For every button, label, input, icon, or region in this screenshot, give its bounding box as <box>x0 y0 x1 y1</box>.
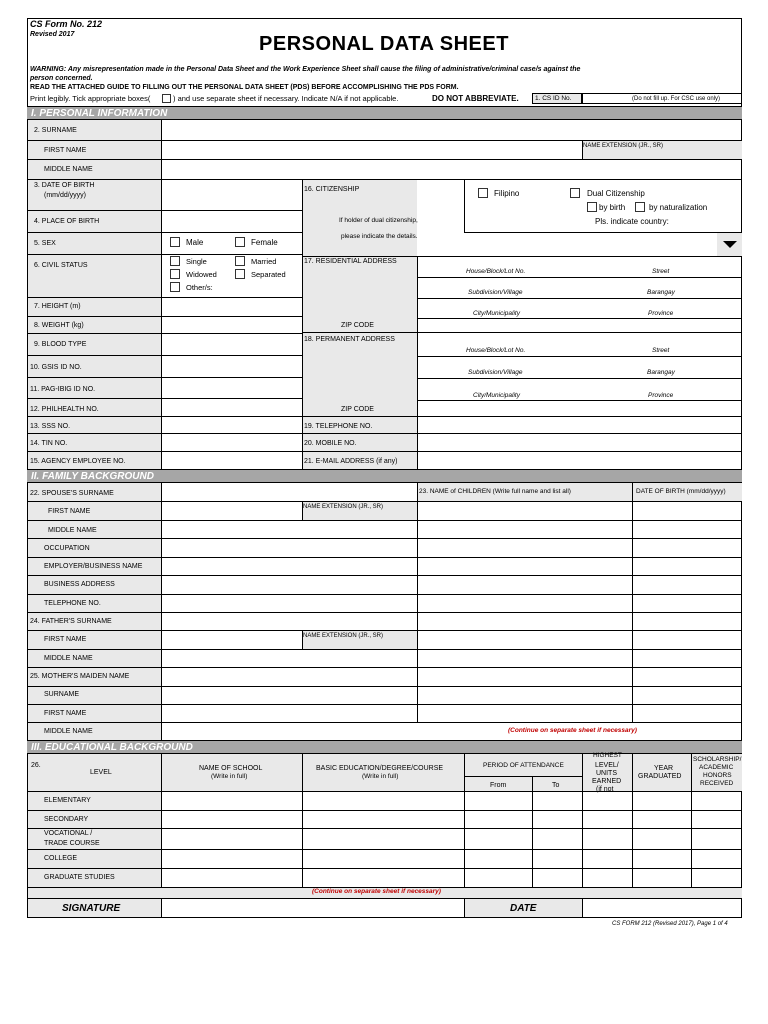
period-header: PERIOD OF ATTENDANCE <box>483 762 564 769</box>
address-label-column <box>302 257 417 469</box>
grid-line <box>28 433 742 434</box>
grid-line <box>302 332 742 333</box>
citizenship-label: 16. CITIZENSHIP <box>304 186 360 193</box>
grid-line <box>28 333 302 334</box>
cs-id-note: (Do not fill up. For CSC use only) <box>632 96 721 102</box>
pagibig-label: 11. PAG-IBIG ID NO. <box>30 386 96 393</box>
grid-line <box>302 256 742 257</box>
warning-text-2: person concerned. <box>30 75 93 82</box>
father-surname-label: 24. FATHER'S SURNAME <box>30 618 112 625</box>
level-secondary: SECONDARY <box>44 816 89 823</box>
grid-line <box>582 140 583 159</box>
dual-note-2: please indicate the details. <box>341 233 418 240</box>
employer-label: EMPLOYER/BUSINESS NAME <box>44 563 143 570</box>
chevron-down-icon <box>723 241 737 248</box>
perm-subdivision-label: Subdivision/Village <box>468 369 523 376</box>
date-field[interactable] <box>582 899 742 917</box>
course-header: BASIC EDUCATION/DEGREE/COURSE <box>316 765 444 772</box>
blood-type-label: 9. BLOOD TYPE <box>34 341 87 348</box>
grid-line <box>28 501 742 502</box>
level-graduate-studies: GRADUATE STUDIES <box>44 874 115 881</box>
grid-line <box>417 298 742 299</box>
grid-line <box>28 810 742 811</box>
mother-maiden-label: 25. MOTHER'S MAIDEN NAME <box>30 673 130 680</box>
business-address-label: BUSINESS ADDRESS <box>44 581 115 588</box>
by-birth-checkbox[interactable] <box>587 202 597 212</box>
by-naturalization-label: by naturalization <box>649 203 708 212</box>
grid-line <box>302 180 303 469</box>
grid-line <box>28 297 302 298</box>
grid-line <box>28 316 302 317</box>
sex-label: 5. SEX <box>34 240 56 247</box>
period-from-header: From <box>490 782 507 789</box>
gsis-label: 10. GSIS ID NO. <box>30 364 82 371</box>
grid-line <box>632 483 633 723</box>
mother-first-name-label: FIRST NAME <box>44 710 87 717</box>
civil-status-label: 6. CIVIL STATUS <box>34 262 88 269</box>
section-family-background: II. FAMILY BACKGROUND <box>27 469 742 483</box>
grid-line <box>302 630 303 649</box>
grid-line <box>532 776 533 887</box>
filipino-checkbox[interactable] <box>478 188 488 198</box>
course-write-full: (Write in full) <box>362 773 399 780</box>
civil-single-checkbox[interactable] <box>170 256 180 266</box>
agency-employee-label: 15. AGENCY EMPLOYEE NO. <box>30 458 126 465</box>
female-label: Female <box>251 238 278 247</box>
education-continue-note: (Continue on separate sheet if necessary) <box>312 888 441 895</box>
grid-line <box>28 630 742 631</box>
res-house-label: House/Block/Lot No. <box>466 268 526 275</box>
occupation-label: OCCUPATION <box>44 545 90 552</box>
honors-header-3: HONORS <box>703 772 732 779</box>
year-graduated-header-2: GRADUATED <box>638 773 682 780</box>
level-vocational: VOCATIONAL / <box>44 830 93 837</box>
section-personal-information: I. PERSONAL INFORMATION <box>27 106 742 120</box>
single-label: Single <box>186 257 207 266</box>
form-number: CS Form No. 212 <box>30 19 103 29</box>
instructions-a: Print legibly. Tick appropriate boxes( <box>30 94 151 103</box>
grid-line <box>28 704 742 705</box>
telephone-label: 19. TELEPHONE NO. <box>304 423 373 430</box>
res-province-label: Province <box>648 310 674 317</box>
honors-header-2: ACADEMIC <box>699 764 734 771</box>
widowed-label: Widowed <box>186 270 217 279</box>
level-header: LEVEL <box>90 769 112 776</box>
residential-address-label: 17. RESIDENTIAL ADDRESS <box>304 258 397 265</box>
form-revision: Revised 2017 <box>30 31 75 38</box>
separated-label: Separated <box>251 270 286 279</box>
highest-level-header-2: LEVEL/ <box>595 762 619 769</box>
highest-level-header-3: UNITS <box>596 770 617 777</box>
grid-line <box>28 159 742 160</box>
philhealth-label: 12. PHILHEALTH NO. <box>30 406 99 413</box>
first-name-label: FIRST NAME <box>44 147 87 154</box>
highest-level-header-4: EARNED <box>592 778 622 785</box>
name-extension-label: NAME EXTENSION (JR., SR) <box>583 143 664 149</box>
grid-line <box>28 887 742 888</box>
grid-line <box>28 557 742 558</box>
grid-line <box>28 828 742 829</box>
father-name-ext-label: NAME EXTENSION (JR., SR) <box>303 633 384 639</box>
civil-others-checkbox[interactable] <box>170 282 180 292</box>
grid-line <box>28 686 742 687</box>
dob-format-label: (mm/dd/yyyy) <box>44 192 86 199</box>
father-first-name-label: FIRST NAME <box>44 636 87 643</box>
children-dob-header-label: DATE OF BIRTH (mm/dd/yyyy) <box>636 488 726 495</box>
tick-sample-box <box>162 94 171 103</box>
by-naturalization-checkbox[interactable] <box>635 202 645 212</box>
grid-line <box>28 355 302 356</box>
perm-province-label: Province <box>648 392 674 399</box>
perm-zip-label: ZIP CODE <box>341 406 374 413</box>
spouse-telephone-label: TELEPHONE NO. <box>44 600 101 607</box>
grid-line <box>464 232 742 233</box>
honors-header-4: RECEIVED <box>700 780 734 787</box>
level-elementary: ELEMENTARY <box>44 797 91 804</box>
warning-text: WARNING: Any misrepresentation made in the Personal Data Sheet and the Work Experience Sheet shall cause the filing of administrative/criminal case/s against the <box>30 66 581 73</box>
sex-female-checkbox[interactable] <box>235 237 245 247</box>
grid-line <box>28 791 742 792</box>
grid-line <box>28 140 742 141</box>
civil-married-checkbox[interactable] <box>235 256 245 266</box>
period-to-header: To <box>552 782 560 789</box>
grid-line <box>417 483 418 723</box>
grid-line <box>417 400 742 401</box>
civil-separated-checkbox[interactable] <box>235 269 245 279</box>
spouse-surname-label: 22. SPOUSE'S SURNAME <box>30 490 114 497</box>
others-label: Other/s: <box>186 283 213 292</box>
weight-label: 8. WEIGHT (kg) <box>34 322 84 329</box>
education-item-number: 26. <box>31 762 41 769</box>
grid-line <box>28 575 742 576</box>
mother-surname-label: SURNAME <box>44 691 80 698</box>
grid-line thin <box>417 277 742 278</box>
grid-line <box>28 538 742 539</box>
res-barangay-label: Barangay <box>647 289 675 296</box>
guide-text: READ THE ATTACHED GUIDE TO FILLING OUT THE PERSONAL DATA SHEET (PDS) BEFORE ACCOMPLISHING THE PDS FORM. <box>30 84 459 91</box>
res-city-label: City/Municipality <box>473 310 520 317</box>
grid-line <box>28 612 742 613</box>
family-continue-note: (Continue on separate sheet if necessary) <box>508 727 637 734</box>
school-write-full: (Write in full) <box>211 773 248 780</box>
cs-id-label: 1. CS ID No. <box>535 95 572 102</box>
grid-line <box>464 776 582 777</box>
education-level-column <box>28 791 161 887</box>
honors-header: SCHOLARSHIP/ <box>693 756 742 763</box>
by-birth-label: by birth <box>599 203 626 212</box>
res-street-label: Street <box>652 268 670 275</box>
section-educational-background: III. EDUCATIONAL BACKGROUND <box>27 740 742 754</box>
dual-note-1: If holder of dual citizenship, <box>339 217 418 224</box>
sex-male-checkbox[interactable] <box>170 237 180 247</box>
perm-city-label: City/Municipality <box>473 392 520 399</box>
spouse-middle-name-label: MIDDLE NAME <box>48 527 97 534</box>
level-trade-course: TRADE COURSE <box>44 840 100 847</box>
grid-line <box>28 868 742 869</box>
dob-label: 3. DATE OF BIRTH <box>34 182 95 189</box>
children-header-label: 23. NAME of CHILDREN (Write full name and list all) <box>419 488 571 495</box>
signature-field[interactable] <box>161 899 464 917</box>
grid-line <box>417 257 418 469</box>
grid-line <box>417 378 742 379</box>
father-middle-name-label: MIDDLE NAME <box>44 655 93 662</box>
page-number: CS FORM 212 (Revised 2017), Page 1 of 4 <box>612 921 728 927</box>
year-graduated-header: YEAR <box>654 765 674 772</box>
sss-label: 13. SSS NO. <box>30 423 71 430</box>
perm-street-label: Street <box>652 347 670 354</box>
indicate-country-label: Pls. indicate country: <box>595 217 669 226</box>
married-label: Married <box>251 257 277 266</box>
page-title: PERSONAL DATA SHEET <box>259 33 509 55</box>
grid-line <box>28 594 742 595</box>
instructions-b: ) and use separate sheet if necessary. Indicate N/A if not applicable. <box>173 94 399 103</box>
grid-line <box>28 377 302 378</box>
grid-line <box>28 849 742 850</box>
grid-line <box>464 180 465 232</box>
spouse-name-ext-label: NAME EXTENSION (JR., SR) <box>303 504 384 510</box>
spouse-first-name-label: FIRST NAME <box>48 508 91 515</box>
highest-level-header-5: (if not <box>596 786 614 793</box>
perm-barangay-label: Barangay <box>647 369 675 376</box>
school-header: NAME OF SCHOOL <box>199 765 263 772</box>
dual-citizenship-label: Dual Citizenship <box>587 189 645 198</box>
grid-line <box>28 649 742 650</box>
mother-middle-name-label: MIDDLE NAME <box>44 728 93 735</box>
middle-name-label: MIDDLE NAME <box>44 166 93 173</box>
grid-line <box>28 416 742 417</box>
pob-label: 4. PLACE OF BIRTH <box>34 218 100 225</box>
email-label: 21. E-MAIL ADDRESS (if any) <box>304 458 398 465</box>
level-college: COLLEGE <box>44 855 78 862</box>
grid-line <box>28 520 742 521</box>
res-subdivision-label: Subdivision/Village <box>468 289 523 296</box>
grid-line <box>302 501 303 520</box>
highest-level-header: HIGHEST <box>593 752 622 759</box>
tin-label: 14. TIN NO. <box>30 440 68 447</box>
dual-citizenship-checkbox[interactable] <box>570 188 580 198</box>
grid-line <box>28 254 302 255</box>
grid-line <box>28 179 742 180</box>
res-zip-label: ZIP CODE <box>341 322 374 329</box>
grid-line <box>28 232 302 233</box>
grid-line <box>417 318 742 319</box>
grid-line <box>28 667 742 668</box>
male-label: Male <box>186 238 204 247</box>
filipino-label: Filipino <box>494 189 520 198</box>
mobile-label: 20. MOBILE NO. <box>304 440 357 447</box>
grid-line <box>28 722 742 723</box>
signature-label: SIGNATURE <box>62 903 121 914</box>
grid-line <box>28 398 302 399</box>
no-abbreviate-text: DO NOT ABBREVIATE. <box>432 94 519 103</box>
surname-label: 2. SURNAME <box>34 127 77 134</box>
height-label: 7. HEIGHT (m) <box>34 303 81 310</box>
grid-line <box>28 451 742 452</box>
permanent-address-label: 18. PERMANENT ADDRESS <box>304 336 395 343</box>
date-label: DATE <box>510 903 537 914</box>
perm-house-label: House/Block/Lot No. <box>466 347 526 354</box>
grid-line <box>417 356 742 357</box>
civil-widowed-checkbox[interactable] <box>170 269 180 279</box>
grid-line <box>28 210 302 211</box>
